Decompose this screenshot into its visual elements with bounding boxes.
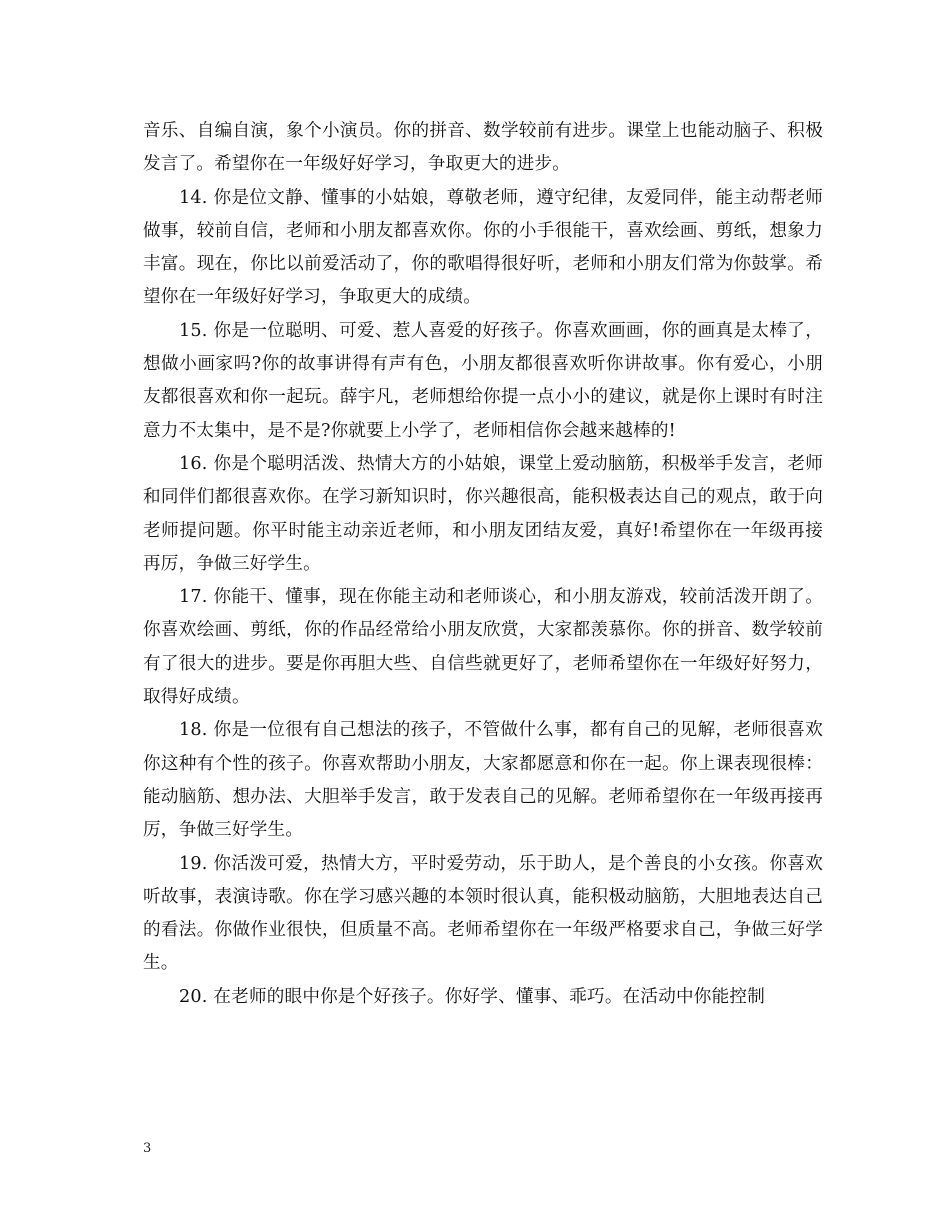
paragraph-16: 16. 你是个聪明活泼、热情大方的小姑娘，课堂上爱动脑筋，积极举手发言，老师和同伴们都很喜欢你。在学习新知识时，你兴趣很高，能积极表达自己的观点，敢于向老师提问题。你平时能主动亲近老师，和小朋友团结友爱，真好!希望你在一年级再接再厉，争做三好学生。 xyxy=(143,453,823,574)
document-body xyxy=(143,115,823,1014)
paragraph-17: 17. 你能干、懂事，现在你能主动和老师谈心，和小朋友游戏，较前活泼开朗了。你喜欢绘画、剪纸，你的作品经常给小朋友欣赏，大家都羡慕你。你的拼音、数学较前有了很大的进步。要是你再胆大些、自信些就更好了，老师希望你在一年级好好努力，取得好成绩。 xyxy=(143,587,823,708)
page-number: 3 xyxy=(143,1141,152,1156)
paragraph-19: 19. 你活泼可爱，热情大方，平时爱劳动，乐于助人，是个善良的小女孩。你喜欢听故事，表演诗歌。你在学习感兴趣的本领时很认真，能积极动脑筋，大胆地表达自己的看法。你做作业很快，但质量不高。老师希望你在一年级严格要求自己，争做三好学生。 xyxy=(143,853,823,974)
paragraph-18: 18. 你是一位很有自己想法的孩子，不管做什么事，都有自己的见解，老师很喜欢你这种有个性的孩子。你喜欢帮助小朋友，大家都愿意和你在一起。你上课表现很棒：能动脑筋、想办法、大胆举手发言，敢于发表自己的见解。老师希望你在一年级再接再厉，争做三好学生。 xyxy=(143,720,823,841)
paragraph-14: 14. 你是位文静、懂事的小姑娘，尊敬老师，遵守纪律，友爱同伴，能主动帮老师做事，较前自信，老师和小朋友都喜欢你。你的小手很能干，喜欢绘画、剪纸，想象力丰富。现在，你比以前爱活动了，你的歌唱得很好听，老师和小朋友们常为你鼓掌。希望你在一年级好好学习，争取更大的成绩。 xyxy=(143,187,823,308)
paragraph-15: 15. 你是一位聪明、可爱、惹人喜爱的好孩子。你喜欢画画，你的画真是太棒了，想做小画家吗?你的故事讲得有声有色，小朋友都很喜欢听你讲故事。你有爱心，小朋友都很喜欢和你一起玩。薛宇凡，老师想给你提一点小小的建议，就是你上课时有时注意力不太集中，是不是?你就要上小学了，老师相信你会越来越棒的! xyxy=(143,320,823,441)
paragraph-20: 20. 在老师的眼中你是个好孩子。你好学、懂事、乖巧。在活动中你能控制 xyxy=(179,986,765,1007)
paragraph-continued: 音乐、自编自演，象个小演员。你的拼音、数学较前有进步。课堂上也能动脑子、积极发言了。希望你在一年级好好学习，争取更大的进步。 xyxy=(143,121,823,175)
